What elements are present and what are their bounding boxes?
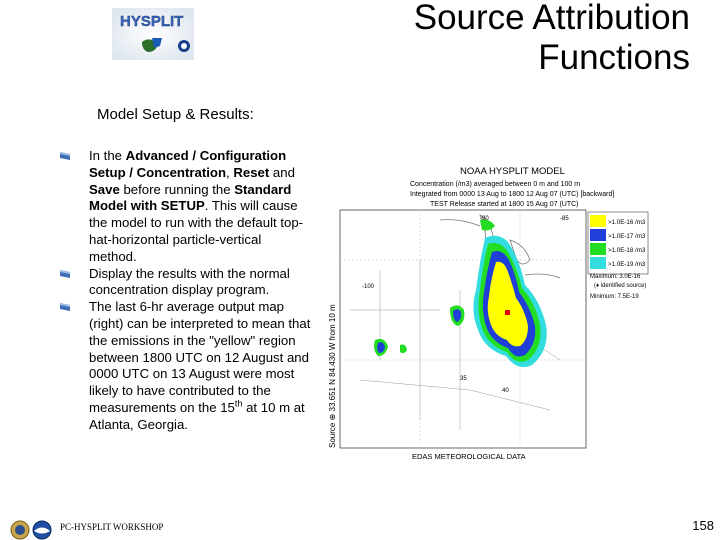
- legend-swatch: [590, 243, 606, 255]
- page-number: 158: [692, 518, 714, 533]
- footer-emblems-icon: [0, 518, 56, 540]
- legend-min: Minimum: 7.5E-19: [590, 294, 639, 300]
- map-header: NOAA HYSPLIT MODEL: [460, 166, 565, 177]
- slide-title-line1: Source Attribution: [413, 0, 690, 37]
- bullet-marker-icon: [60, 152, 70, 160]
- bullet-item: [60, 266, 312, 300]
- bullet-list: [60, 148, 312, 434]
- bullet-marker-icon: [60, 303, 70, 311]
- slide-title-line2: Functions: [538, 38, 690, 77]
- map-info-line3: TEST Release started at 1800 15 Aug 07 (UTC): [430, 201, 579, 208]
- bullet-text: In the: [89, 148, 126, 163]
- map-info-line1: Concentration (/m3) averaged between 0 m and 100 m: [410, 181, 581, 188]
- bullet-text: . This will cause the model to run with the default top-hat-horizontal particle-vertical method.: [89, 198, 304, 264]
- legend-label: >1.0E-16 /m3: [608, 219, 646, 226]
- legend-swatch: [590, 257, 606, 269]
- map-tick-label: -100: [362, 284, 375, 290]
- slide-title: [414, 0, 690, 78]
- bullet-marker-icon: [60, 270, 70, 278]
- legend-label: >1.0E-18 /m3: [608, 247, 646, 254]
- bullet-superscript: th: [234, 398, 243, 409]
- map-tick-label: -90: [480, 216, 489, 222]
- footer-text: PC-HYSPLIT WORKSHOP: [60, 522, 164, 532]
- concentration-map: [320, 160, 650, 462]
- section-subtitle: Model Setup & Results:: [97, 106, 254, 123]
- bullet-item: [60, 299, 312, 433]
- map-tick-label: 40: [502, 388, 509, 394]
- source-marker: [505, 310, 510, 315]
- bullet-text: ,: [226, 164, 234, 180]
- bullet-text: Display the results with the normal concentration display program.: [89, 265, 290, 298]
- legend-label: >1.0E-19 /m3: [608, 261, 646, 268]
- map-source-label: Source ⊕ 33.651 N 84.430 W from 10 m: [328, 304, 337, 448]
- logo-text: HYSPLIT: [120, 13, 184, 30]
- bullet-item: [60, 148, 312, 266]
- legend-max: Maximum: 3.0E-16: [590, 274, 641, 280]
- bullet-text: The last 6-hr average output map (right) can be interpreted to mean that the emissions in the "yellow" region between 1800 UTC on 12 August and 0000 UTC on 13 August were most likely to have contributed to the measurements on the 15: [89, 299, 311, 415]
- map-info-line2: Integrated from 0000 13 Aug to 1800 12 Aug 07 (UTC) [backward]: [410, 191, 615, 198]
- map-plot-area: [340, 210, 586, 448]
- map-legend: [588, 212, 648, 300]
- bullet-text: at 10 m at Atlanta, Georgia.: [89, 399, 305, 432]
- bullet-text: and: [269, 164, 295, 180]
- bullet-text: before running the: [119, 181, 235, 197]
- bullet-emphasis: Advanced / Configuration Setup / Concentration: [89, 148, 287, 180]
- legend-swatch: [590, 229, 606, 241]
- map-tick-label: 35: [460, 376, 467, 382]
- bullet-emphasis: Save: [89, 181, 120, 197]
- hysplit-logo: [112, 8, 194, 60]
- legend-max-note: (♦ identified source): [594, 283, 647, 289]
- legend-label: >1.0E-17 /m3: [608, 233, 646, 240]
- legend-swatch: [590, 215, 606, 227]
- map-footer: EDAS METEOROLOGICAL DATA: [412, 452, 526, 461]
- map-tick-label: -85: [560, 216, 569, 222]
- bullet-emphasis: Standard Model with SETUP: [89, 181, 292, 214]
- bullet-emphasis: Reset: [233, 164, 270, 180]
